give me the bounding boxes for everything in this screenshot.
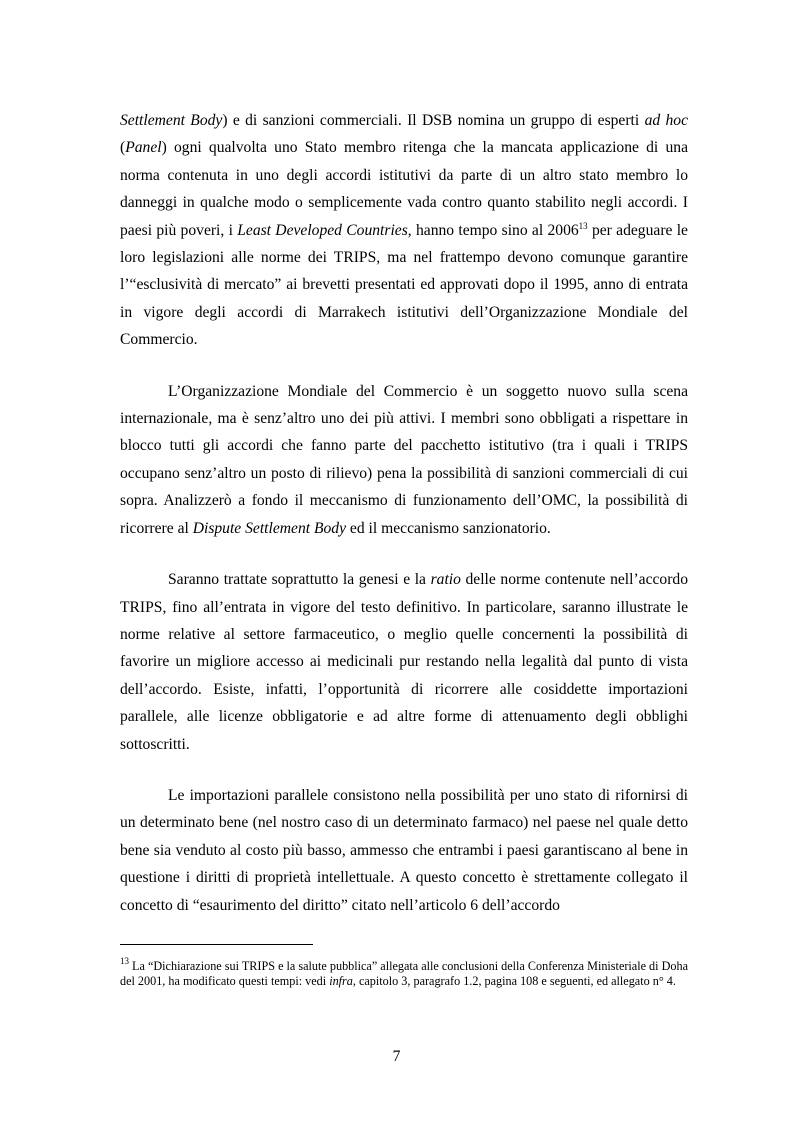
italic-text: Settlement Body	[120, 112, 223, 129]
text-run: , capitolo 3, paragrafo 1.2, pagina 108 e seguenti, ed allegato n° 4.	[352, 974, 676, 988]
footnote-ref-superscript: 13	[578, 220, 588, 231]
text-run: ) ogni qualvolta uno Stato membro ritenga che la mancata applicazione di una norma contenuta in uno degli accordi istitutivi da parte di un altro stato membro lo danneggi in qualche modo o semplicemente vada contro quanto stabilito negli accordi. I paesi più poveri, i	[120, 139, 688, 239]
italic-text: infra	[329, 974, 353, 988]
text-run: per adeguare le loro legislazioni alle norme dei TRIPS, ma nel frattempo devono comunque garantire l’“esclusività di mercato” ai brevetti presentati ed approvati dopo il 1995, anno di entrata in vigore degli accordi di Marrakech istitutivi dell’Organizzazione Mondiale del Commercio.	[120, 221, 688, 349]
text-run: Saranno trattate soprattutto la genesi e la	[168, 571, 431, 589]
text-run: Le importazioni parallele consistono nella possibilità per uno stato di rifornirsi di un determinato bene (nel nostro caso di un determinato farmaco) nel paese nel quale detto bene sia venduto al costo più basso, ammesso che entrambi i paesi garantiscano al bene in questione i diritti di proprietà intellettuale. A questo concetto è strettamente collegato il concetto di “esaurimento del diritto” citato nell’articolo 6 dell’accordo	[120, 786, 688, 914]
italic-text: Panel	[125, 139, 162, 157]
text-run: ) e di sanzioni commerciali. Il DSB nomina un gruppo di esperti	[222, 112, 645, 129]
paragraph-2	[120, 378, 688, 542]
text-run: delle norme contenute nell’accordo TRIPS, fino all’entrata in vigore del testo definitivo. In particolare, saranno illustrate le norme relative al settore farmaceutico, o meglio quelle concernenti la possibilità di favorire un migliore accesso ai medicinali pur restando nella legalità dal punto di vista dell’accordo. Esiste, infatti, l’opportunità di ricorrere alle cosiddette importazioni parallele, alle licenze obbligatorie e ad altre forme di attenuamento degli obblighi sottoscritti.	[120, 571, 688, 753]
italic-text: Dispute Settlement Body	[192, 519, 347, 537]
italic-text: Least Developed Countries	[237, 221, 408, 239]
paragraph-4	[120, 782, 688, 919]
text-run: La “Dichiarazione sui TRIPS e la salute pubblica” allegata alle conclusioni della Conferenza Ministeriale di Doha del 2001, ha modificato questi tempi: vedi	[120, 959, 688, 988]
text-run: L’Organizzazione Mondiale del Commercio è un soggetto nuovo sulla scena internazionale, ma è senz’altro uno dei più attivi. I membri sono obbligati a rispettare in blocco tutti gli accordi che fanno parte del pacchetto istitutivo (tra i quali i TRIPS occupano senz’altro un posto di rilievo) pena la possibilità di sanzioni commerciali di cui sopra. Analizzerò a fondo il meccanismo di funzionamento dell’OMC, la possibilità di ricorrere al	[120, 382, 688, 537]
text-run: (	[120, 139, 126, 157]
paragraph-3	[120, 566, 688, 758]
page-number: 7	[392, 1048, 401, 1065]
paragraph-1	[120, 107, 688, 354]
footnote-separator	[120, 944, 313, 945]
text-run: , hanno tempo sino al 2006	[407, 221, 579, 239]
page-body	[120, 107, 688, 919]
text-run: ed il meccanismo sanzionatorio.	[346, 519, 551, 537]
italic-text: ratio	[430, 571, 461, 589]
footnote-13	[120, 956, 688, 989]
footnote-ref-superscript: 13	[120, 956, 129, 966]
italic-text: ad hoc	[644, 112, 689, 129]
